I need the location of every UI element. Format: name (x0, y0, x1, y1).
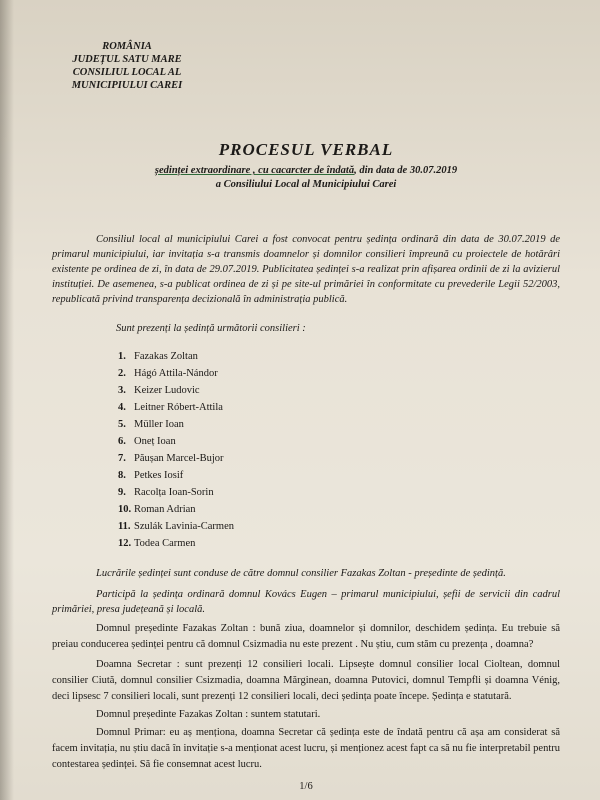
header-line-municipality: MUNICIPIULUI CAREI (71, 80, 183, 91)
councillor-item: 7. Păușan Marcel-Bujor (118, 453, 224, 464)
participation-paragraph: Participă la ședința ordinară domnul Kovács Eugen – primarul municipiului, șefii de servicii din cadrul primăriei, presa județeană și locală. (52, 589, 560, 615)
body-paragraph: Domnul președinte Fazakas Zoltan : bună ziua, doamnelor și domnilor, deschidem ședința. Eu trebuie să preiau conducerea ședinței pentru că domnul Csizmadia nu este prezent . Nu știu, cum stăm cu prezența , doamna? (52, 623, 560, 650)
body-paragraph: Domnul Primar: eu aș menționa, doamna Secretar că ședința este de îndată pentru că așa am considerat să facem invitația, nu știu dacă în invitație s-a menționat acest lucru, și menționez acest fapt ca să nu fie interpretabil pentru contestarea ședinței. Să fie consemnat acest lucru. (52, 727, 560, 770)
document-subtitle (52, 164, 560, 192)
subtitle-session-type: ședinței extraordinare , cu cacarcter de îndată (154, 165, 355, 176)
header-line-country: ROMÂNIA (102, 41, 152, 52)
body-paragraph: Doamna Secretar : sunt prezenți 12 consilieri locali. Lipsește domnul consilier local Cioltean, domnul consilier Ciută, domnul consilier Csizmadia, doamna Mărginean, doamna Putovici, domnul Tempfli și doamna Vénig, deci lipsesc 7 consilieri locali, sunt prezenți 12 consilieri locali, deci ședința poate începe. Ședința e statutară. (52, 659, 560, 702)
councillor-item: 8. Petkes Iosif (118, 470, 184, 481)
lead-paragraph: Lucrările ședinței sunt conduse de către domnul consilier Fazakas Zoltan - președinte de ședință. (96, 568, 506, 579)
councillor-item: 10. Roman Adrian (118, 504, 196, 515)
councillor-item: 3. Keizer Ludovic (118, 385, 200, 396)
councillor-item: 5. Müller Ioan (118, 419, 184, 430)
header-line-council: CONSILIUL LOCAL AL (72, 67, 182, 78)
page-shadow (0, 0, 14, 800)
header-line-county: JUDEȚUL SATU MARE (72, 54, 182, 65)
councillor-item: 1. Fazakas Zoltan (118, 351, 198, 362)
subtitle-date: , din data de 30.07.2019 (354, 165, 458, 176)
councillor-item: 2. Hágó Attila-Nándor (118, 368, 218, 379)
institution-header (52, 40, 202, 92)
councillor-item: 4. Leitner Róbert-Attila (118, 402, 223, 413)
councillor-item: 12. Todea Carmen (118, 538, 196, 549)
page-number: 1/6 (299, 781, 313, 792)
intro-paragraph: Consiliul local al municipiului Carei a fost convocat pentru ședința ordinară din data de 30.07.2019 de primarul municipiului, iar invitația s-a transmis doamnelor și domnilor consilieri împreună cu proiectele de hotărâri existente pe ordinea de zi, în data de 29.07.2019. Publicitatea ședinței s-a realizat prin afișarea ordinii de zi la avizierul instituției. De asemenea, s-a publicat ordinea de zi și pe site-ul primăriei în conformitate cu prevederile Legii 52/2003, republicată privind transparența decizională în administrația publică. (52, 234, 560, 305)
present-intro: Sunt prezenți la ședință următorii consilieri : (116, 323, 306, 334)
councillor-item: 6. Oneț Ioan (118, 436, 176, 447)
subtitle-council: a Consiliului Local al Municipiului Carei (215, 179, 397, 190)
councillor-item: 11. Szulák Lavinia-Carmen (118, 521, 235, 532)
document-title: PROCESUL VERBAL (218, 140, 394, 159)
councillor-list (118, 348, 560, 552)
body-paragraph: Domnul președinte Fazakas Zoltan : suntem statutari. (96, 709, 321, 720)
councillor-item: 9. Racolța Ioan-Sorin (118, 487, 214, 498)
